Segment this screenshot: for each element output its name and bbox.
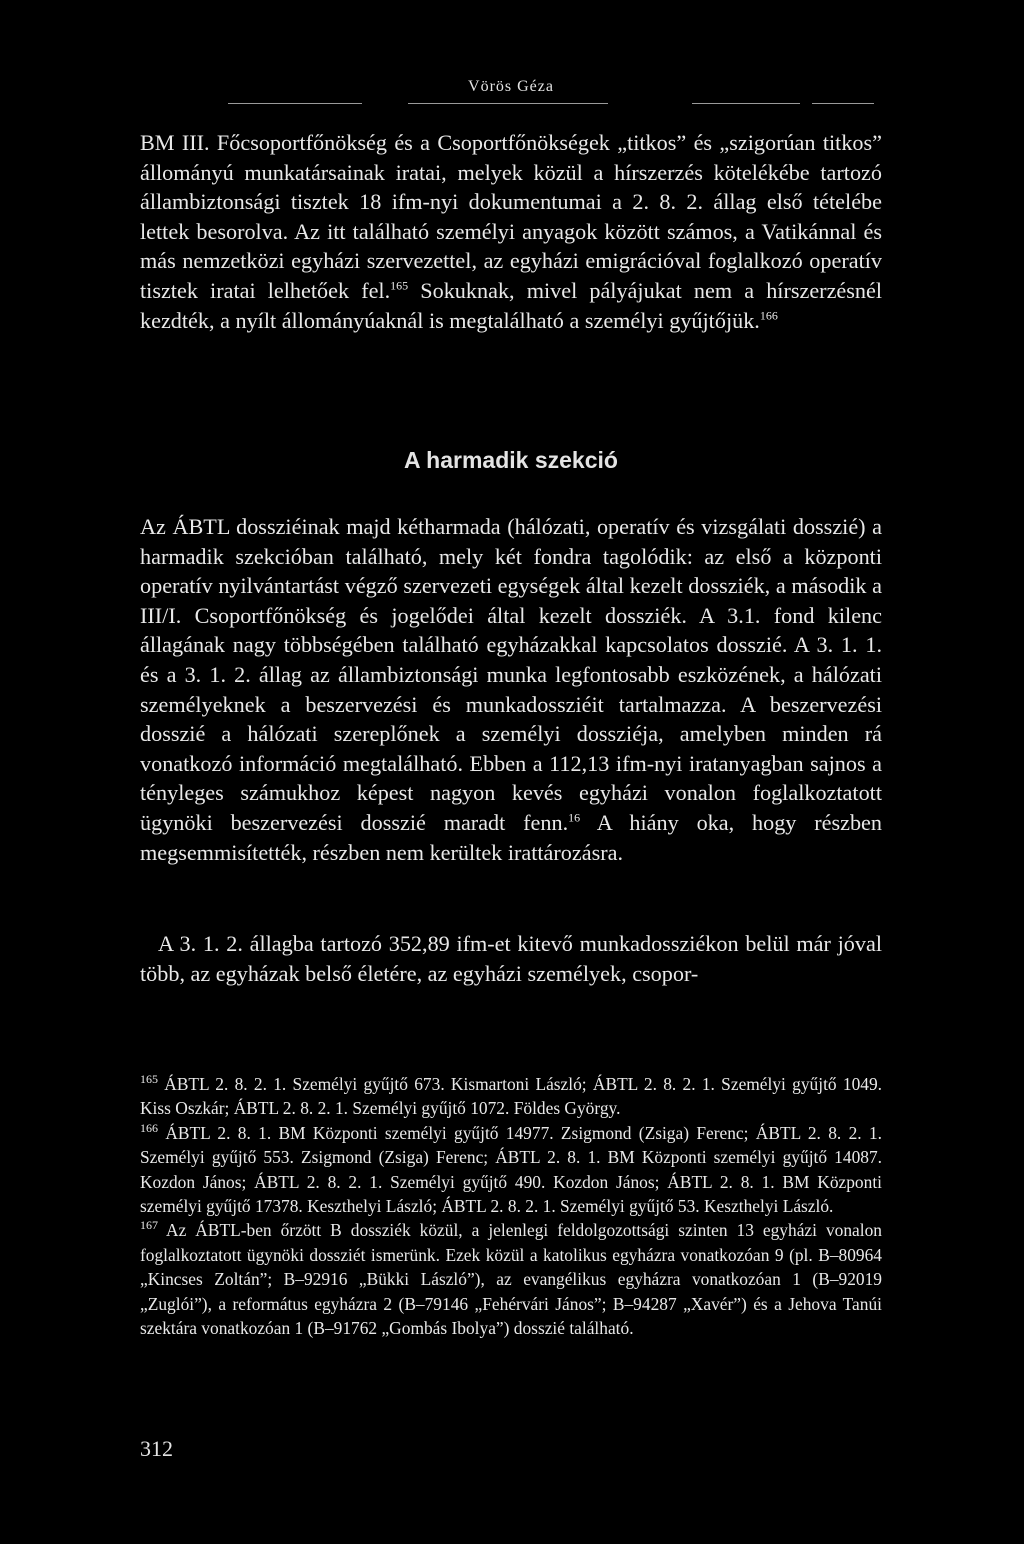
footnote-text: ÁBTL 2. 8. 2. 1. Személyi gyűjtő 673. Kismartoni László; ÁBTL 2. 8. 2. 1. Személyi gyűjtő 1049. Kiss Oszkár; ÁBTL 2. 8. 2. 1. Személyi gyűjtő 1072. Földes György. xyxy=(140,1074,882,1119)
footnote-text: Az ÁBTL-ben őrzött B dossziék közül, a jelenlegi feldolgozottsági szinten 13 egyházi vonalon foglalkoztatott ügynöki dossziét ismerünk. Ezek közül a katolikus egyházra vonatkozóan 9 (pl. B–80964 „Kincses Zoltán”; B–92916 „Bükki László”), az evangélikus egyházra vonatkozóan 1 (B–92019 „Zuglói”), a református egyházra 2 (B–79146 „Fehérvári János”; B–94287 „Xavér”) és a Jehova Tanúi szektára vonatkozóan 1 (B–91762 „Gombás Ibolya”) dosszié található. xyxy=(140,1220,882,1339)
running-head: Vörös Géza xyxy=(468,78,554,95)
book-page xyxy=(140,0,882,1544)
paragraph-work-dossiers xyxy=(140,929,882,988)
footnote-text: ÁBTL 2. 8. 1. BM Központi személyi gyűjtő 14977. Zsigmond (Zsiga) Ferenc; ÁBTL 2. 8. 2. 1. Személyi gyűjtő 553. Zsigmond (Zsiga) Ferenc; ÁBTL 2. 8. 1. BM Központi személyi gyűjtő 14087. Kozdon János; ÁBTL 2. 8. 2. 1. Személyi gyűjtő 490. Kozdon János; ÁBTL 2. 8. 1. BM Központi személyi gyűjtő 17378. Keszthelyi László; ÁBTL 2. 8. 2. 1. Személyi gyűjtő 53. Keszthelyi László. xyxy=(140,1122,882,1217)
footnotes xyxy=(140,1072,882,1340)
footnote xyxy=(140,1121,882,1219)
paragraph-text: BM III. Főcsoportfőnökség és a Csoportfőnökségek „titkos” és „szigorúan titkos” állományú munkatársainak iratai, melyek közül a hírszerzés kötelékébe tartozó állambiztonsági tisztek 18 ifm-nyi dokumentumai a 2. 8. 2. állag első tételébe lettek besorolva. Az itt található személyi anyagok között számos, a Vatikánnal és más nemzetközi egyházi szervezettel, az egyházi emigrációval foglalkozó operatív tisztek iratai lelhetőek fel. xyxy=(140,130,882,303)
paragraph-third-section xyxy=(140,512,882,867)
footnote-ref[interactable]: 16 xyxy=(568,810,581,825)
footnote xyxy=(140,1072,882,1121)
footnote-ref[interactable]: 165 xyxy=(390,278,409,293)
header-rule xyxy=(692,103,800,104)
footnote-number: 166 xyxy=(140,1121,158,1136)
header-rule xyxy=(228,103,362,104)
footnote-number: 167 xyxy=(140,1218,158,1233)
page-number: 312 xyxy=(140,1436,173,1461)
paragraph-text: A 3. 1. 2. állagba tartozó 352,89 ifm-et kitevő munkadossziékon belül már jóval több, az egyházak belső életére, az egyházi személyek, csopor- xyxy=(140,931,882,986)
section-heading: A harmadik szekció xyxy=(404,447,618,473)
footnote-number: 165 xyxy=(140,1072,158,1087)
paragraph-text: Sokuknak, mivel pályájukat nem a hírszerzésnél kezdték, a nyílt állományúaknál is megtalálható a személyi gyűjtőjük. xyxy=(140,277,883,333)
header-rule xyxy=(408,103,608,104)
header-rule xyxy=(812,103,874,104)
paragraph-text: Az ÁBTL dossziéinak majd kétharmada (hálózati, operatív és vizsgálati dosszié) a harmadik szekcióban található, mely két fondra tagolódik: az első a központi operatív nyilvántartást végző szervezeti egységek által kezelt dossziék, a második a III/I. Csoportfőnökség és jogelődei által kezelt dossziék. A 3.1. fond kilenc állagának nagy többségében található egyházakkal kapcsolatos dosszié. A 3. 1. 1. és a 3. 1. 2. állag az állambiztonsági munka legfontosabb eszközének, a hálózati személyeknek a beszervezési és munkadossziéit tartalmazza. A beszervezési dosszié a hálózati szereplőnek a személyi dossziéja, amelyben minden rá vonatkozó információ megtalálható. Ebben a 112,13 ifm-nyi iratanyagban sajnos a tényleges számukhoz képest nagyon kevés egyházi vonalon foglalkoztatott ügynöki beszervezési dosszié maradt fenn. xyxy=(140,514,882,835)
footnote xyxy=(140,1218,882,1340)
paragraph-intro xyxy=(140,128,882,335)
paragraph-text: A hiány oka, hogy részben megsemmisítették, részben nem kerültek irattározásra. xyxy=(140,809,882,865)
page-header xyxy=(140,74,882,114)
footnote-ref[interactable]: 166 xyxy=(759,308,778,323)
